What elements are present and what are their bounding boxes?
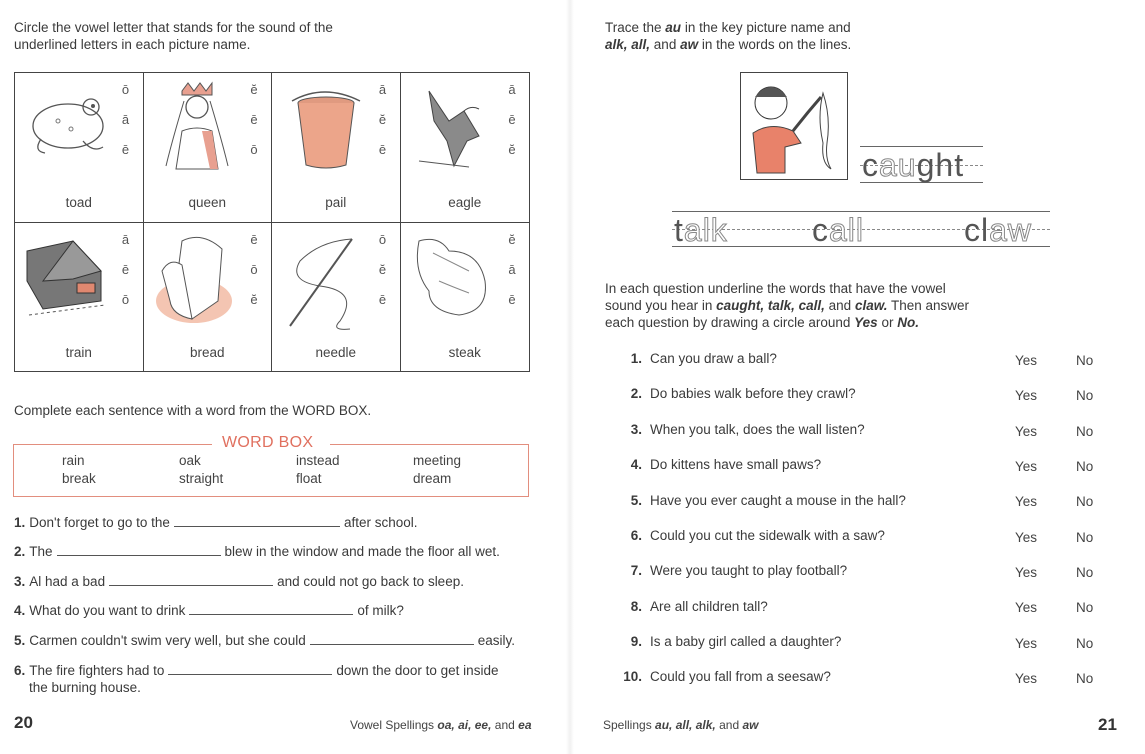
question-text[interactable]: Have you ever caught a mouse in the hall?	[650, 493, 906, 508]
vowel-option[interactable]: ō	[378, 232, 387, 247]
instruction-line	[605, 297, 969, 314]
eagle-icon	[409, 81, 499, 171]
answer-blank[interactable]	[174, 515, 340, 527]
footer-text: and	[494, 718, 515, 732]
vowel-choices	[119, 231, 133, 308]
yes-option[interactable]: Yes	[1015, 353, 1038, 368]
question-text[interactable]: Can you draw a ball?	[650, 351, 777, 366]
instruction-line	[605, 314, 969, 331]
word-box-word: break	[62, 471, 96, 486]
solid-letters: ght	[916, 147, 965, 183]
question-text[interactable]: Could you fall from a seesaw?	[650, 669, 831, 684]
question-number: 6.	[630, 528, 642, 543]
trace-letters[interactable]: alk	[683, 212, 728, 248]
toad-icon	[23, 81, 113, 161]
instruction-text: and	[828, 298, 852, 313]
no-option[interactable]: No	[1076, 353, 1094, 368]
vowel-option[interactable]: ō	[121, 82, 130, 97]
footer-text: Spellings	[603, 718, 652, 732]
yes-option[interactable]: Yes	[1015, 459, 1038, 474]
question-9	[622, 634, 841, 649]
word-box-word: float	[296, 471, 322, 486]
vowel-option[interactable]: ā	[508, 262, 516, 277]
picture-cell-steak	[401, 223, 530, 372]
vowel-choices	[376, 81, 390, 158]
answer-blank[interactable]	[189, 603, 353, 615]
question-text[interactable]: Do babies walk before they crawl?	[650, 386, 856, 401]
vowel-option[interactable]: ē	[250, 112, 258, 127]
picture-cell-bread	[144, 223, 273, 372]
question-10	[622, 669, 831, 684]
word-box-title: WORD BOX	[222, 434, 314, 451]
question-8	[622, 599, 768, 614]
picture-cell-train	[15, 223, 144, 372]
vowel-option[interactable]: ā	[121, 232, 130, 247]
train-icon	[23, 231, 113, 321]
circle-instruction	[14, 19, 333, 53]
question-number: 3.	[630, 422, 642, 437]
question-text[interactable]: Are all children tall?	[650, 599, 768, 614]
vowel-option[interactable]: ō	[121, 292, 130, 307]
instruction-text: or	[881, 315, 894, 330]
picture-name: steak	[448, 345, 481, 360]
vowel-choices	[119, 81, 133, 158]
vowel-option[interactable]: ē	[508, 292, 516, 307]
trace-instruction	[605, 19, 851, 53]
trace-letters[interactable]: aw	[989, 212, 1033, 248]
question-text[interactable]: When you talk, does the wall listen?	[650, 422, 865, 437]
instruction-text: Then answer	[891, 298, 970, 313]
trace-letters[interactable]: all	[829, 212, 865, 248]
vowel-choices	[247, 81, 261, 158]
vowel-option[interactable]: ē	[250, 232, 258, 247]
question-number: 5.	[630, 493, 642, 508]
instruction-line: In each question underline the words that have the vowel	[605, 281, 946, 296]
trace-letters[interactable]: au	[879, 147, 917, 183]
vowel-option[interactable]: ĕ	[250, 292, 258, 307]
question-text[interactable]: Do kittens have small paws?	[650, 457, 822, 472]
vowel-option[interactable]: ā	[508, 82, 516, 97]
instruction-emphasis: aw	[680, 37, 699, 52]
sentence-3	[14, 573, 464, 590]
no-option[interactable]: No	[1076, 459, 1094, 474]
vowel-option[interactable]: ē	[508, 112, 516, 127]
word-box-word: instead	[296, 453, 340, 468]
steak-icon	[409, 231, 499, 326]
sentence-text: Carmen couldn't swim very well, but she could	[29, 633, 306, 648]
question-number: 7.	[630, 563, 642, 578]
vowel-choices	[505, 81, 519, 158]
complete-instruction: Complete each sentence with a word from the WORD BOX.	[14, 403, 372, 418]
question-4	[622, 457, 821, 472]
vowel-option[interactable]: ĕ	[508, 232, 516, 247]
key-word-trace[interactable]	[862, 147, 964, 184]
question-number: 1.	[630, 351, 642, 366]
page-footer	[350, 718, 532, 732]
picture-cell-eagle	[401, 73, 530, 223]
picture-name: toad	[65, 195, 92, 210]
instruction-line: underlined letters in each picture name.	[14, 37, 251, 52]
sentence-1	[14, 514, 417, 531]
no-option[interactable]: No	[1076, 600, 1094, 615]
question-text[interactable]: Could you cut the sidewalk with a saw?	[650, 528, 885, 543]
sentence-text: and could not go back to sleep.	[277, 574, 464, 589]
instruction-text: in the key picture name and	[684, 20, 851, 35]
instruction-text: in the words on the lines.	[701, 37, 852, 52]
sentence-2	[14, 543, 500, 560]
vowel-option[interactable]: ē	[378, 292, 387, 307]
footer-spellings: au, all, alk,	[655, 718, 716, 732]
trace-word-call[interactable]	[812, 212, 864, 249]
sentence-text: down the door to get inside	[336, 663, 499, 678]
sentence-5	[14, 632, 515, 649]
vowel-option[interactable]: ĕ	[378, 112, 387, 127]
sentence-4	[14, 602, 404, 619]
no-option[interactable]: No	[1076, 565, 1094, 580]
word-box-word: dream	[413, 471, 452, 486]
answer-blank[interactable]	[168, 663, 332, 675]
yes-option[interactable]: Yes	[1015, 636, 1038, 651]
sentence-text: the burning house.	[29, 680, 141, 695]
vowel-option[interactable]: ā	[121, 112, 130, 127]
question-number: 10.	[623, 669, 642, 684]
sentence-text: What do you want to drink	[29, 603, 186, 618]
instruction-emphasis: au	[665, 20, 682, 35]
question-text[interactable]: Were you taught to play football?	[650, 563, 848, 578]
vowel-option[interactable]: ē	[121, 142, 130, 157]
footer-text: and	[719, 718, 740, 732]
bread-icon	[152, 231, 242, 326]
instruction-emphasis: caught, talk, call,	[716, 298, 825, 313]
page-footer	[603, 718, 758, 732]
instruction-line	[605, 36, 851, 53]
solid-letters: c	[812, 212, 829, 248]
no-option[interactable]: No	[1076, 530, 1094, 545]
key-picture-frame	[740, 72, 848, 180]
instruction-emphasis: claw.	[854, 298, 888, 313]
instruction-text: sound you hear in	[605, 298, 713, 313]
picture-cell-toad	[15, 73, 144, 223]
vowel-option[interactable]: ĕ	[250, 82, 258, 97]
sentence-number: 1.	[14, 515, 26, 530]
question-6	[622, 528, 885, 543]
trace-word-claw[interactable]	[964, 212, 1032, 249]
instruction-emphasis: Yes	[854, 315, 878, 330]
word-box-word: straight	[179, 471, 224, 486]
picture-name: eagle	[448, 195, 482, 210]
sentence-text: easily.	[477, 633, 515, 648]
vowel-option[interactable]: ē	[121, 262, 130, 277]
sentence-text: Al had a bad	[29, 574, 106, 589]
picture-name: pail	[325, 195, 347, 210]
vowel-option[interactable]: ā	[378, 82, 387, 97]
question-number: 9.	[630, 634, 642, 649]
no-option[interactable]: No	[1076, 494, 1094, 509]
sentence-text: Don't forget to go to the	[29, 515, 170, 530]
picture-name: bread	[189, 345, 225, 360]
sentence-number: 5.	[14, 633, 26, 648]
word-box-word: rain	[62, 453, 85, 468]
vowel-choices	[505, 231, 519, 308]
pail-icon	[284, 81, 374, 171]
sentence-text: after school.	[343, 515, 418, 530]
instruction-emphasis: alk, all,	[605, 37, 651, 52]
footer-spellings: oa, ai, ee,	[437, 718, 492, 732]
vowel-option[interactable]: ĕ	[508, 142, 516, 157]
vowel-option[interactable]: ĕ	[378, 262, 387, 277]
vowel-option[interactable]: ō	[250, 142, 258, 157]
no-option[interactable]: No	[1076, 636, 1094, 651]
yes-option[interactable]: Yes	[1015, 565, 1038, 580]
needle-icon	[280, 231, 370, 331]
picture-grid	[14, 72, 530, 372]
instruction-text: Trace the	[605, 20, 662, 35]
sentence-number: 4.	[14, 603, 26, 618]
question-text[interactable]: Is a baby girl called a daughter?	[650, 634, 842, 649]
sentence-text: blew in the window and made the floor all wet.	[224, 544, 500, 559]
instruction-line: Circle the vowel letter that stands for the sound of the	[14, 20, 333, 35]
question-1	[622, 351, 777, 366]
picture-name: queen	[188, 195, 227, 210]
page-number: 20	[14, 713, 33, 732]
footer-text: Vowel Spellings	[350, 718, 435, 732]
boy-with-fish-icon	[741, 73, 847, 179]
trace-word-talk[interactable]	[674, 212, 728, 249]
picture-cell-queen	[144, 73, 273, 223]
sentence-text: of milk?	[357, 603, 404, 618]
sentence-number: 6.	[14, 663, 26, 678]
footer-spellings: ea	[518, 718, 532, 732]
yes-option[interactable]: Yes	[1015, 671, 1038, 686]
question-2	[622, 386, 856, 401]
instruction-text: and	[653, 37, 677, 52]
answer-blank[interactable]	[109, 574, 273, 586]
footer-spellings: aw	[742, 718, 759, 732]
picture-name: train	[65, 345, 92, 360]
picture-cell-needle	[272, 223, 401, 372]
word-box-word: oak	[179, 453, 201, 468]
no-option[interactable]: No	[1076, 388, 1094, 403]
picture-cell-pail	[272, 73, 401, 223]
solid-letters: c	[862, 147, 879, 183]
sentence-number: 2.	[14, 544, 26, 559]
no-option[interactable]: No	[1076, 424, 1094, 439]
sentence-text: The fire fighters had to	[29, 663, 165, 678]
question-5	[622, 493, 906, 508]
question-instruction	[605, 280, 969, 331]
yes-option[interactable]: Yes	[1015, 494, 1038, 509]
instruction-line	[605, 19, 851, 36]
picture-name: needle	[315, 345, 357, 360]
page-number: 21	[1098, 715, 1117, 734]
vowel-option[interactable]: ē	[378, 142, 387, 157]
word-box-word: meeting	[413, 453, 462, 468]
yes-option[interactable]: Yes	[1015, 388, 1038, 403]
yes-option[interactable]: Yes	[1015, 424, 1038, 439]
sentence-number: 3.	[14, 574, 26, 589]
solid-letters: t	[674, 212, 684, 248]
answer-blank[interactable]	[310, 633, 474, 645]
vowel-option[interactable]: ō	[250, 262, 258, 277]
question-3	[622, 422, 865, 437]
answer-blank[interactable]	[57, 544, 221, 556]
question-number: 2.	[630, 386, 642, 401]
question-number: 8.	[630, 599, 642, 614]
instruction-emphasis: No.	[897, 315, 919, 330]
vowel-choices	[247, 231, 261, 308]
yes-option[interactable]: Yes	[1015, 600, 1038, 615]
no-option[interactable]: No	[1076, 671, 1094, 686]
vowel-choices	[376, 231, 390, 308]
queen-icon	[152, 81, 242, 171]
question-7	[622, 563, 847, 578]
question-number: 4.	[630, 457, 642, 472]
sentence-6	[14, 662, 498, 696]
solid-letters: cl	[964, 212, 990, 248]
sentence-text: The	[29, 544, 53, 559]
instruction-text: each question by drawing a circle around	[605, 315, 851, 330]
yes-option[interactable]: Yes	[1015, 530, 1038, 545]
